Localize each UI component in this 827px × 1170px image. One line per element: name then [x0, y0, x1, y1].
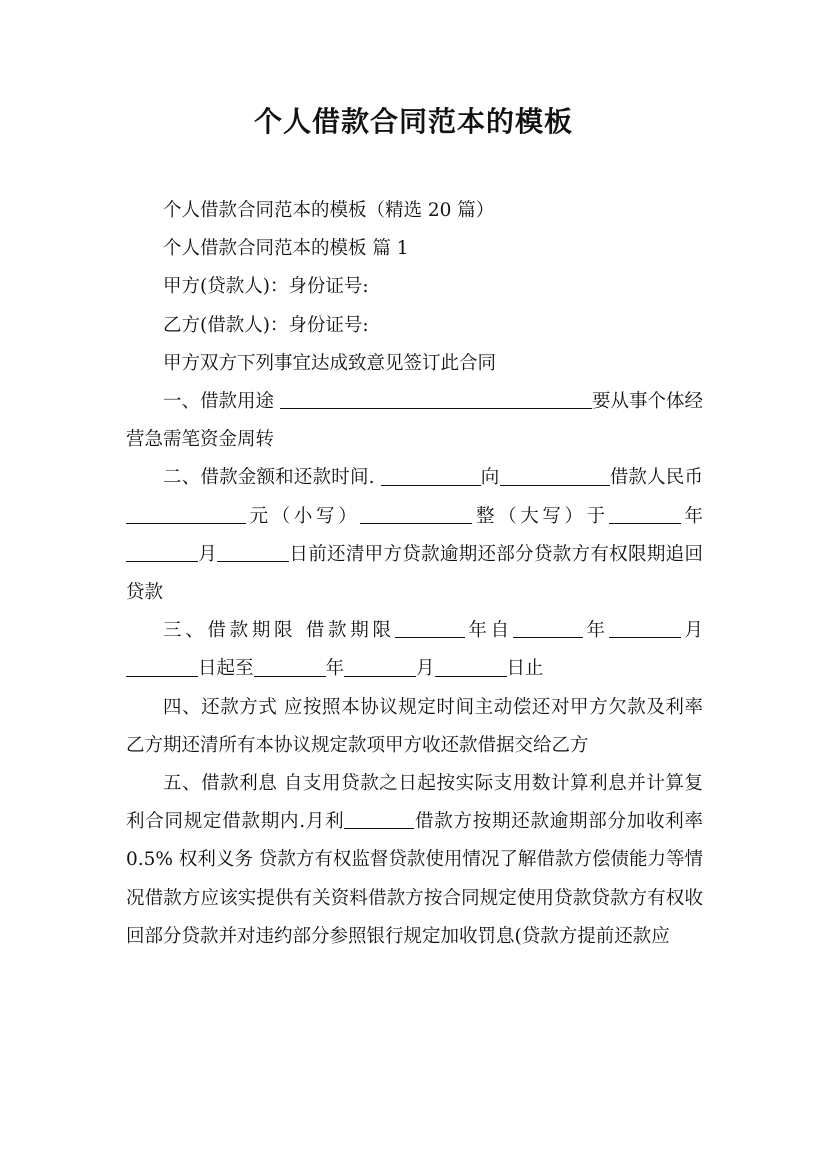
borrower-line: 乙方(借款人)：身份证号: — [163, 314, 369, 336]
clause-text: 二、借款金额和还款时间. — [163, 467, 381, 489]
clause-text: 日前还清甲方贷款逾期还部分贷款方有权限期追回贷款 — [126, 543, 703, 604]
clause-text: 向 — [480, 467, 500, 489]
clause-text: 年 — [325, 658, 345, 680]
blank-field — [609, 504, 681, 524]
clause-text: 元（小写） — [246, 505, 361, 527]
blank-field — [609, 619, 681, 639]
blank-field — [126, 657, 198, 677]
clause-text: 借款方按期还款逾期部分加收利率 0.5% 权利义务 贷款方有权监督贷款使用情况了解借款方偿债能力等情况借款方应该实提供有关资料借款方按合同规定使用贷款贷款方有权收回部分贷款并对违约部分参照银行规定加收罚息(贷款方提前还款应 — [126, 811, 703, 947]
blank-field — [381, 466, 481, 486]
blank-field — [360, 504, 472, 524]
clause-repayment: 四、还款方式 应按照本协议规定时间主动偿还对甲方欠款及利率乙方期还清所有本协议规定款项甲方收还款借据交给乙方 — [126, 696, 703, 756]
clause-purpose — [126, 383, 703, 459]
clause-text: 三、借款期限 借款期限 — [163, 620, 395, 642]
blank-field — [395, 619, 465, 639]
clause-interest — [126, 765, 703, 956]
clause-text: 年 — [680, 505, 703, 527]
clause-text: 月 — [680, 620, 703, 642]
clause-text: 月 — [198, 543, 218, 565]
blank-field — [217, 543, 289, 563]
blank-field — [126, 504, 246, 524]
clause-amount — [126, 459, 703, 612]
blank-field — [344, 810, 414, 830]
clause-text: 年 — [582, 620, 609, 642]
clause-text: 日起至 — [198, 658, 254, 680]
clause-text: 整（大写）于 — [472, 505, 609, 527]
clause-text: 月 — [416, 658, 435, 680]
blank-field — [500, 466, 610, 486]
clause-text: 年自 — [464, 620, 513, 642]
blank-field — [513, 619, 583, 639]
subtitle-line: 个人借款合同范本的模板（精选 20 篇） — [163, 200, 495, 221]
section-heading: 个人借款合同范本的模板 篇 1 — [163, 238, 409, 260]
clause-text: 一、借款用途 — [163, 391, 280, 413]
clause-text: 借款人民币 — [609, 467, 703, 489]
blank-field — [254, 657, 326, 677]
blank-field — [280, 390, 592, 410]
document-title: 个人借款合同范本的模板 — [253, 105, 573, 138]
blank-field — [344, 657, 416, 677]
lender-line: 甲方(贷款人)：身份证号: — [163, 276, 369, 298]
clause-text: 五、借款利息 自支用贷款之日起按实际支用数计算利息并计算复利合同规定借款期内.月利 — [126, 773, 703, 833]
blank-field — [126, 543, 198, 563]
clause-term — [126, 612, 703, 688]
clause-text: 要从事个体经营急需笔资金周转 — [126, 391, 703, 451]
document-body — [126, 192, 703, 956]
clause-text: 日止 — [506, 658, 544, 680]
blank-field — [435, 657, 507, 677]
agreement-line: 甲方双方下列事宜达成致意见签订此合同 — [163, 352, 497, 374]
